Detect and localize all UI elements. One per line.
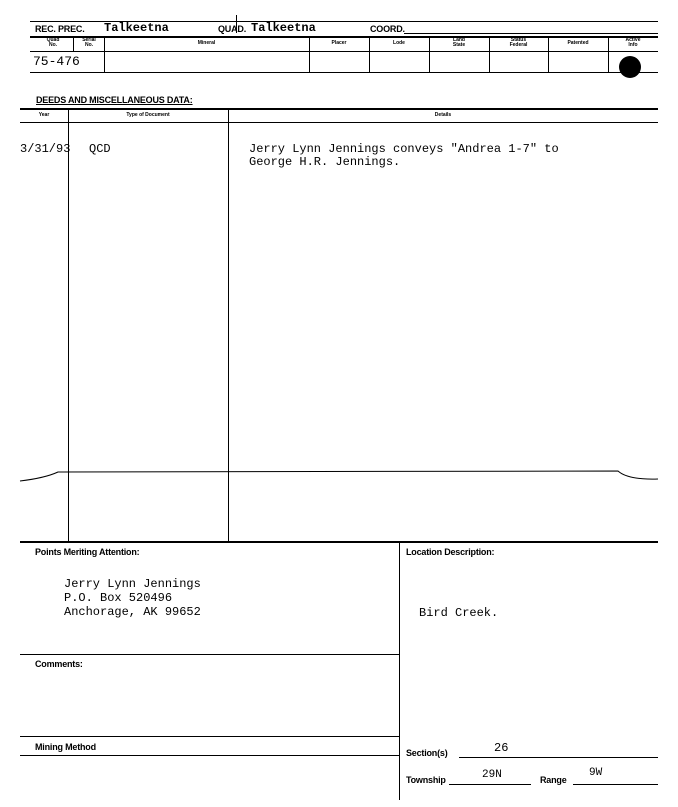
quad-label: QUAD.: [218, 24, 246, 34]
deed-year: 3/31/93: [20, 142, 71, 156]
col-patented: Patented: [567, 40, 589, 46]
coord-underline: [404, 33, 658, 34]
header-table-bottom: [30, 72, 658, 73]
col-type-of-document: Type of Document: [126, 112, 170, 118]
fold-crease-line: [0, 466, 678, 488]
deeds-table-top: [20, 108, 658, 110]
col-land-state: Land State: [452, 37, 466, 48]
quad-value: Talkeetna: [251, 21, 316, 35]
header-table-top: [30, 36, 658, 38]
deeds-header-rule: [20, 122, 658, 123]
mining-method-top-rule: [20, 736, 399, 737]
header-table-mid: [30, 51, 658, 52]
rec-prec-value: Talkeetna: [104, 21, 169, 35]
col-serial-no: Serial No.: [82, 37, 96, 48]
col-details: Details: [434, 112, 452, 118]
col-year: Year: [38, 112, 50, 118]
township-label: Township: [406, 775, 446, 785]
section-underline: [459, 757, 658, 758]
points-meriting-attention-label: Points Meriting Attention:: [35, 547, 140, 557]
points-line-3: Anchorage, AK 99652: [64, 605, 201, 619]
section-value: 26: [494, 741, 509, 755]
location-description-label: Location Description:: [406, 547, 495, 557]
deed-details-line-1: Jerry Lynn Jennings conveys "Andrea 1-7" to: [249, 142, 559, 156]
range-value: 9W: [589, 767, 603, 779]
comments-label: Comments:: [35, 659, 83, 669]
deed-type: QCD: [89, 142, 111, 156]
bottom-col-divider: [399, 542, 400, 800]
rec-prec-label: REC. PREC.: [35, 24, 85, 34]
range-label: Range: [540, 775, 567, 785]
range-underline: [573, 784, 658, 785]
col-active-info: Active Info: [625, 37, 641, 48]
points-line-1: Jerry Lynn Jennings: [64, 577, 201, 591]
location-description-value: Bird Creek.: [419, 606, 499, 620]
section-label: Section(s): [406, 748, 448, 758]
mining-method-label: Mining Method: [35, 742, 96, 752]
col-lode: Lode: [393, 40, 405, 46]
bottom-section-top: [20, 541, 658, 543]
comments-top-rule: [20, 654, 399, 655]
col-status-federal: Status Federal: [509, 37, 528, 48]
points-line-2: P.O. Box 520496: [64, 591, 173, 605]
col-placer: Placer: [331, 40, 347, 46]
col-quad-no: Quad No.: [46, 37, 60, 48]
township-underline: [449, 784, 531, 785]
quad-tick: [236, 15, 237, 33]
quad-no-value: 75-476: [33, 54, 80, 69]
mining-method-rule: [20, 755, 399, 756]
township-value: 29N: [482, 769, 502, 781]
deeds-section-title: DEEDS AND MISCELLANEOUS DATA:: [36, 95, 193, 105]
deed-details-line-2: George H.R. Jennings.: [249, 155, 401, 169]
col-mineral: Mineral: [197, 40, 216, 46]
active-info-dot: [619, 56, 641, 78]
coord-label: COORD.: [370, 24, 405, 34]
